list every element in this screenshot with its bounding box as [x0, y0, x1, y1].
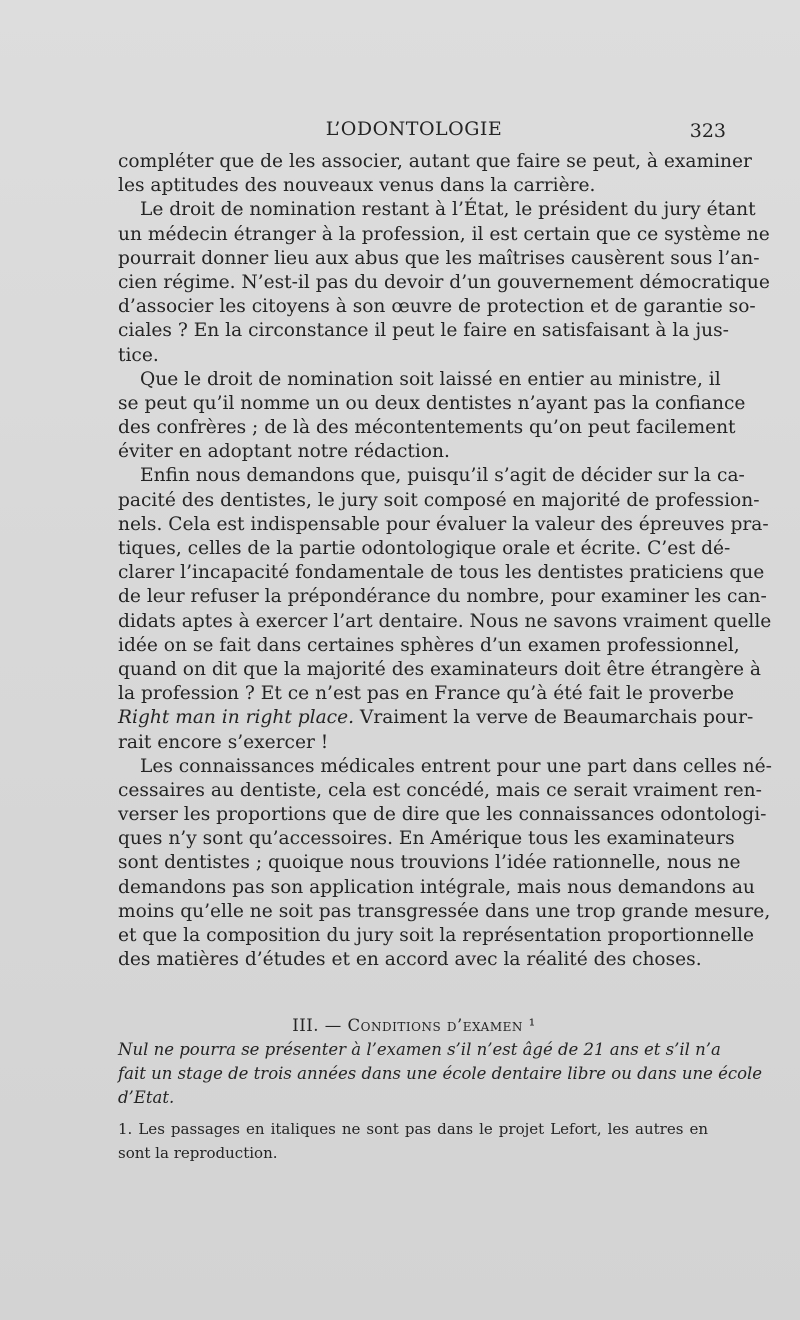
- body-line: demandons pas son application intégrale, mais nous demandons au: [118, 876, 755, 898]
- body-line: un médecin étranger à la profession, il est certain que ce système ne: [118, 223, 770, 245]
- body-line: sont dentistes ; quoique nous trouvions l’idée rationnelle, nous ne: [118, 852, 741, 874]
- body-line: rait encore s’exercer !: [118, 731, 329, 753]
- body-line: cien régime. N’est-il pas du devoir d’un gouvernement démocratique: [118, 271, 770, 293]
- body-line: d’associer les citoyens à son œuvre de protection et de garantie so-: [118, 296, 756, 318]
- footnote-line: 1. Les passages en italiques ne sont pas dans le projet Lefort, les autres en: [118, 1120, 708, 1138]
- italic-paragraph: [118, 1038, 763, 1111]
- body-line: des confrères ; de là des mécontentements qu’on peut facilement: [118, 417, 736, 439]
- body-line: tice.: [118, 344, 159, 366]
- body-line: se peut qu’il nomme un ou deux dentistes n’ayant pas la confiance: [118, 392, 746, 414]
- body-line: verser les proportions que de dire que les connaissances odontologi-: [118, 804, 767, 826]
- italic-line: fait un stage de trois années dans une école dentaire libre ou dans une école: [118, 1064, 763, 1084]
- section-heading: [118, 1016, 710, 1035]
- body-line: la profession ? Et ce n’est pas en France qu’à été fait le proverbe: [118, 683, 735, 705]
- italic-line: d’Etat.: [118, 1088, 175, 1108]
- body-line: ques n’y sont qu’accessoires. En Amérique tous les examinateurs: [118, 828, 735, 850]
- proverb-text: Right man in right place.: [118, 707, 354, 729]
- body-line: pacité des dentistes, le jury soit composé en majorité de profession-: [118, 489, 760, 511]
- body-line: de leur refuser la prépondérance du nombre, pour examiner les can-: [118, 586, 767, 608]
- body-line: les aptitudes des nouveaux venus dans la carrière.: [118, 175, 596, 197]
- footnote: [118, 1119, 708, 1167]
- body-line: idée on se fait dans certaines sphères d’un examen professionnel,: [118, 634, 740, 656]
- body-line-text: Vraiment la verve de Beaumarchais pour-: [354, 707, 754, 729]
- section-heading-text: III. — Conditions d’examen ¹: [292, 1016, 536, 1035]
- body-line: Le droit de nomination restant à l’État, le président du jury étant: [140, 199, 756, 221]
- main-text: [118, 150, 772, 972]
- body-line: des matières d’études et en accord avec la réalité des choses.: [118, 949, 702, 971]
- page-number: 323: [689, 120, 726, 142]
- body-line-mixed: [118, 706, 754, 730]
- body-line: pourrait donner lieu aux abus que les maîtrises causèrent sous l’an-: [118, 247, 760, 269]
- footnote-line: sont la reproduction.: [118, 1144, 278, 1163]
- body-line: cessaires au dentiste, cela est concédé, mais ce serait vraiment ren-: [118, 779, 762, 801]
- body-line: Les connaissances médicales entrent pour une part dans celles né-: [140, 755, 772, 777]
- body-line: Que le droit de nomination soit laissé en entier au ministre, il: [140, 368, 721, 390]
- body-line: nels. Cela est indispensable pour évaluer la valeur des épreuves pra-: [118, 513, 769, 535]
- body-line: moins qu’elle ne soit pas transgressée dans une trop grande mesure,: [118, 900, 771, 922]
- body-line: tiques, celles de la partie odontologique orale et écrite. C’est dé-: [118, 538, 731, 559]
- italic-line: Nul ne pourra se présenter à l’examen s’il n’est âgé de 21 ans et s’il n’a: [118, 1040, 721, 1059]
- body-line: et que la composition du jury soit la représentation proportionnelle: [118, 925, 754, 946]
- body-line: compléter que de les associer, autant que faire se peut, à examiner: [118, 151, 752, 172]
- body-line: quand on dit que la majorité des examinateurs doit être étrangère à: [118, 658, 761, 680]
- body-line: didats aptes à exercer l’art dentaire. Nous ne savons vraiment quelle: [118, 610, 772, 632]
- page-header: [118, 118, 726, 142]
- body-line: ciales ? En la circonstance il peut le faire en satisfaisant à la jus-: [118, 320, 729, 342]
- running-head: L’ODONTOLOGIE: [325, 118, 503, 140]
- body-line: éviter en adoptant notre rédaction.: [118, 441, 450, 463]
- body-line: Enfin nous demandons que, puisqu’il s’agit de décider sur la ca-: [140, 465, 745, 487]
- body-line: clarer l’incapacité fondamentale de tous les dentistes praticiens que: [118, 562, 765, 584]
